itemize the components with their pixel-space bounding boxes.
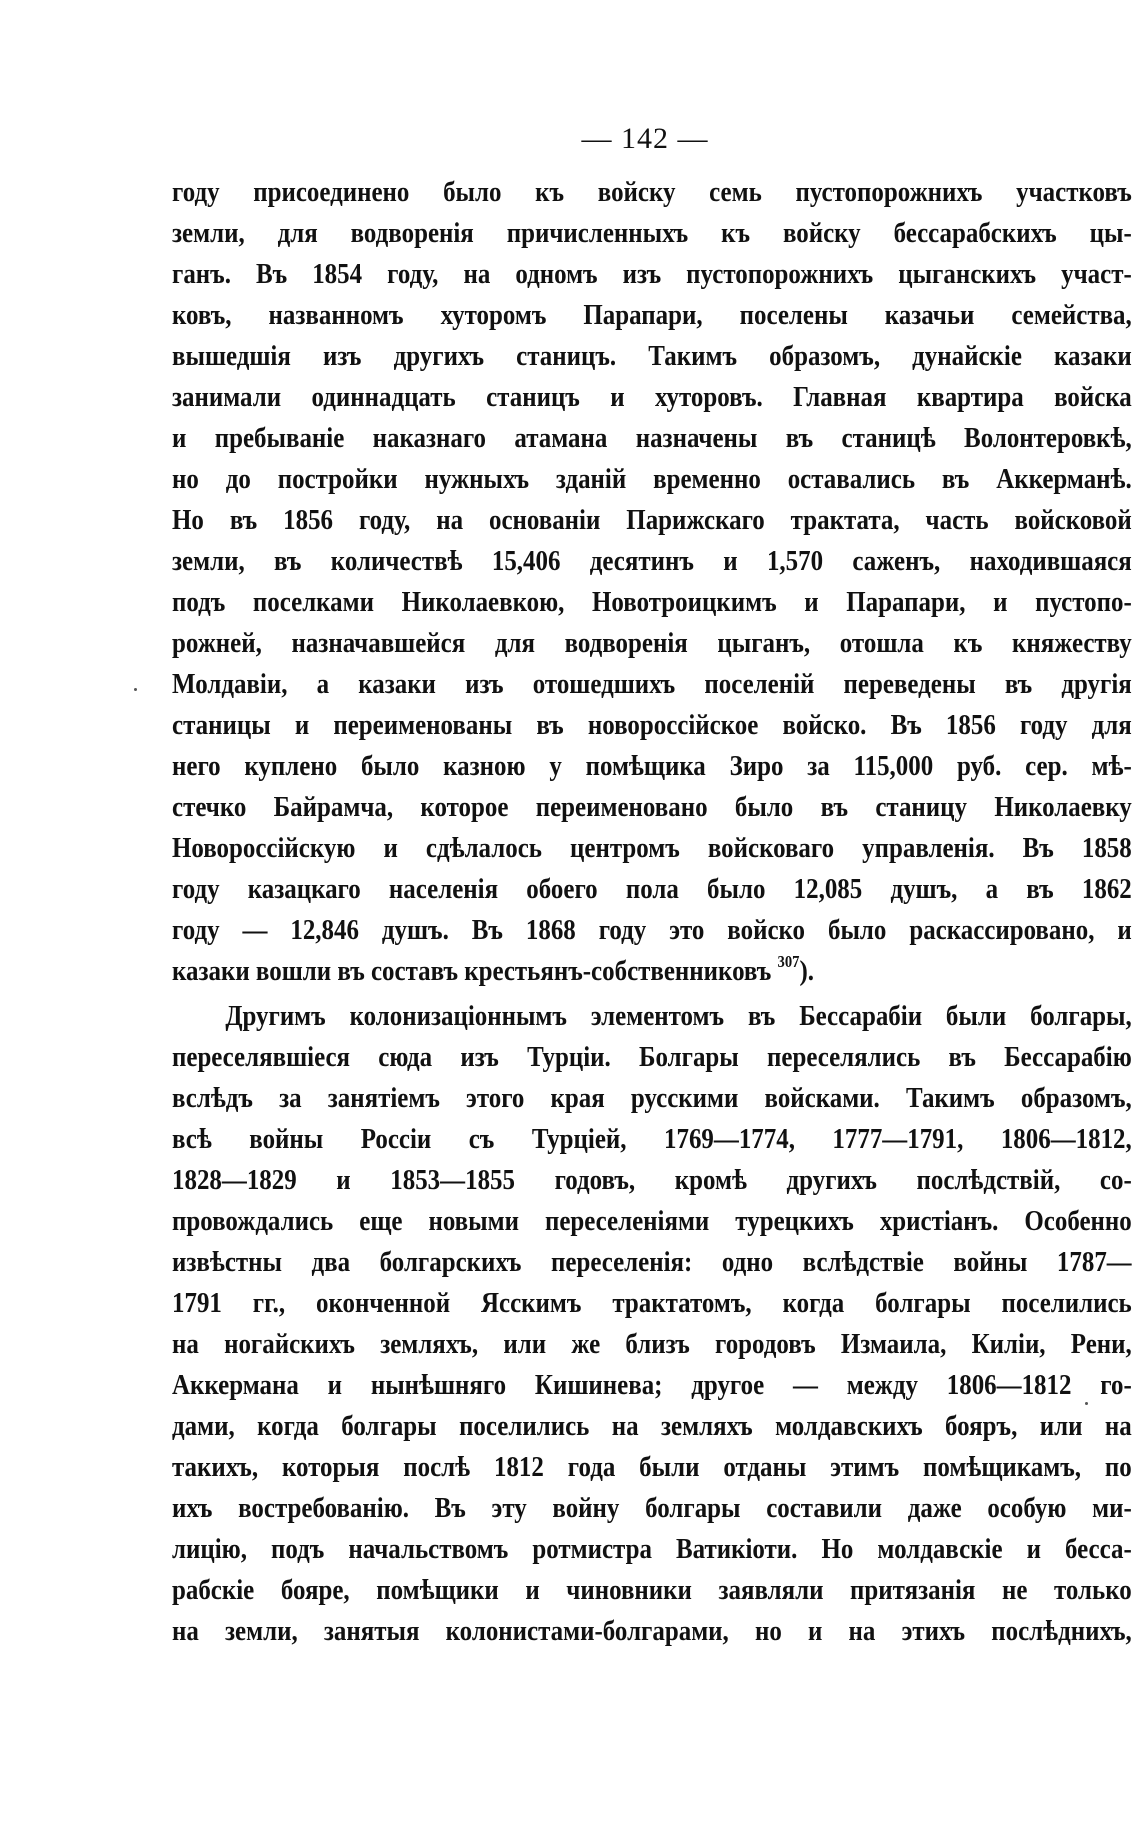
- text-line: земли, для водворенія причисленныхъ къ войску бессарабскихъ цы-: [172, 217, 1132, 249]
- text-line: провождались еще новыми переселеніями турецкихъ христіанъ. Особенно: [172, 1205, 1132, 1237]
- text-line: вслѣдъ за занятіемъ этого края русскими войсками. Такимъ образомъ,: [172, 1082, 1132, 1114]
- text-line: году — 12,846 душъ. Въ 1868 году это войско было раскассировано, и: [172, 914, 1132, 946]
- text-line: лицію, подъ начальствомъ ротмистра Ватикіоти. Но молдавскіе и бесса-: [172, 1533, 1132, 1565]
- text-line: ганъ. Въ 1854 году, на одномъ изъ пустопорожнихъ цыганскихъ участ-: [172, 258, 1132, 290]
- text-line: но до постройки нужныхъ зданій временно оставались въ Аккерманѣ.: [172, 463, 1132, 495]
- text-line: 1828—1829 и 1853—1855 годовъ, кромѣ другихъ послѣдствій, со-: [172, 1164, 1132, 1196]
- text-line: Но въ 1856 году, на основаніи Парижскаго трактата, часть войсковой: [172, 504, 1132, 536]
- text-line: такихъ, которыя послѣ 1812 года были отданы этимъ помѣщикамъ, по: [172, 1451, 1132, 1483]
- text-line: 1791 гг., оконченной Ясскимъ трактатомъ, когда болгары поселились: [172, 1287, 1132, 1319]
- text-line: занимали одиннадцать станицъ и хуторовъ. Главная квартира войска: [172, 381, 1132, 413]
- footnote-reference[interactable]: 307: [777, 952, 800, 971]
- scan-speck: [1085, 1402, 1088, 1405]
- text-line: стечко Байрамча, которое переименовано было въ станицу Николаевку: [172, 791, 1132, 823]
- text-line: и пребываніе наказнаго атамана назначены въ станицѣ Волонтеровкѣ,: [172, 422, 1132, 454]
- text-line: станицы и переименованы въ новороссійское войско. Въ 1856 году для: [172, 709, 1132, 741]
- page-number: — 142 —: [581, 122, 709, 155]
- text-line: всѣ войны Россіи съ Турціей, 1769—1774, 1777—1791, 1806—1812,: [172, 1123, 1132, 1155]
- text-line-last: [172, 951, 1132, 992]
- text-line: ковъ, названномъ хуторомъ Парапари, поселены казачьи семейства,: [172, 299, 1132, 331]
- text-line: году присоединено было къ войску семь пустопорожнихъ участковъ: [172, 176, 1132, 208]
- text-line: на земли, занятыя колонистами-болгарами, но и на этихъ послѣднихъ,: [172, 1615, 1132, 1647]
- text-line: подъ поселками Николаевкою, Новотроицкимъ и Парапари, и пустопо-: [172, 586, 1132, 618]
- text-line: дами, когда болгары поселились на земляхъ молдавскихъ бояръ, или на: [172, 1410, 1132, 1442]
- text-line: переселявшіеся сюда изъ Турціи. Болгары переселялись въ Бессарабію: [172, 1041, 1132, 1073]
- text-line: Молдавіи, а казаки изъ отошедшихъ поселеній переведены въ другія: [172, 668, 1132, 700]
- text-line: Аккермана и нынѣшняго Кишинева; другое — между 1806—1812 го-: [172, 1369, 1132, 1401]
- text-line: извѣстны два болгарскихъ переселенія: одно вслѣдствіе войны 1787—: [172, 1246, 1132, 1278]
- text-line: на ногайскихъ земляхъ, или же близъ городовъ Измаила, Киліи, Рени,: [172, 1328, 1132, 1360]
- text-fragment: казаки вошли въ составъ крестьянъ-собственниковъ: [172, 955, 772, 987]
- text-line: Другимъ колонизаціоннымъ элементомъ въ Бессарабіи были болгары,: [225, 1000, 1132, 1032]
- text-line: году казацкаго населенія обоего пола было 12,085 душъ, а въ 1862: [172, 873, 1132, 905]
- text-line: земли, въ количествѣ 15,406 десятинъ и 1,570 саженъ, находившаяся: [172, 545, 1132, 577]
- body-text: [172, 172, 1132, 1652]
- text-line: рабскіе бояре, помѣщики и чиновники заявляли притязанія не только: [172, 1574, 1132, 1606]
- text-line: ихъ востребованію. Въ эту войну болгары составили даже особую ми-: [172, 1492, 1132, 1524]
- text-line: него куплено было казною у помѣщика Зиро за 115,000 руб. сер. мѣ-: [172, 750, 1132, 782]
- text-line: Новороссійскую и сдѣлалось центромъ войсковаго управленія. Въ 1858: [172, 832, 1132, 864]
- text-line: вышедшія изъ другихъ станицъ. Такимъ образомъ, дунайскіе казаки: [172, 340, 1132, 372]
- paragraph-1: [172, 172, 1132, 992]
- text-fragment: ).: [799, 955, 815, 987]
- paragraph-2: [172, 996, 1132, 1652]
- text-line: рожней, назначавшейся для водворенія цыганъ, отошла къ княжеству: [172, 627, 1132, 659]
- scan-speck: [134, 688, 137, 691]
